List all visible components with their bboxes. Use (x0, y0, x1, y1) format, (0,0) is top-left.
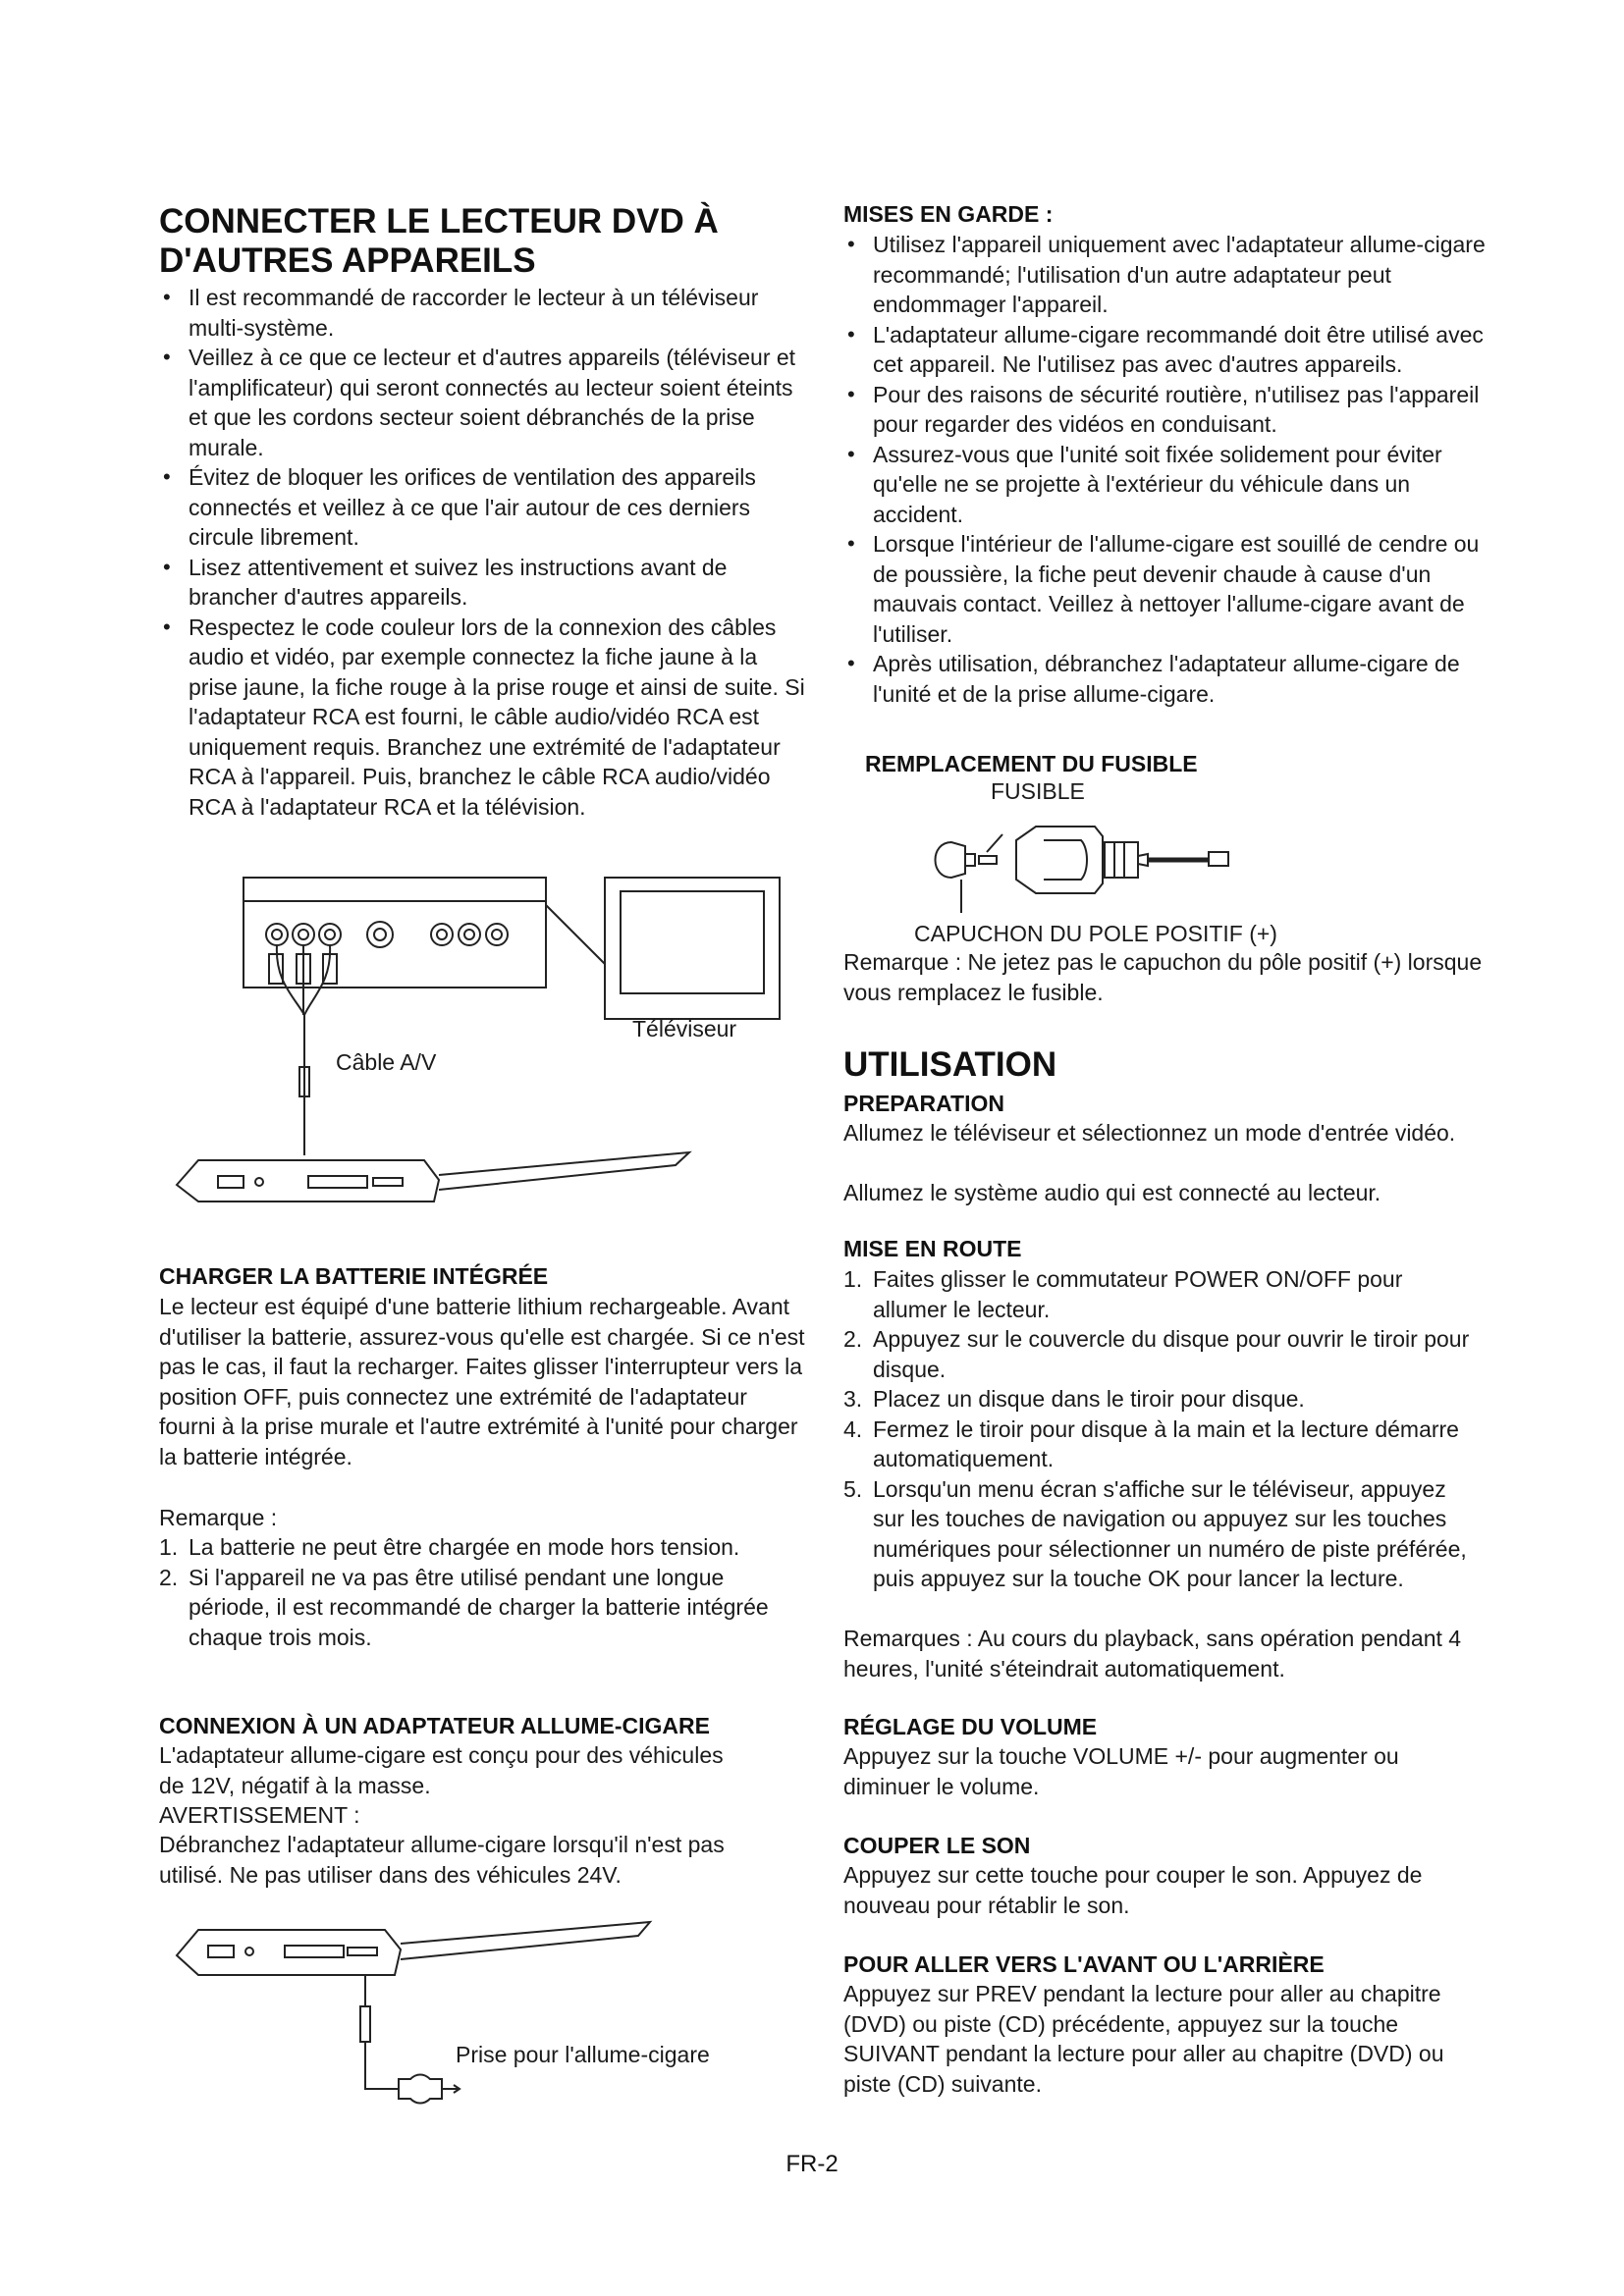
list-item: 2. Appuyez sur le couvercle du disque pour ouvrir le tiroir pour disque. (843, 1326, 1470, 1382)
preparation-text-1: Allumez le téléviseur et sélectionnez un mode d'entrée vidéo. (843, 1120, 1456, 1146)
av-cable-label: Câble A/V (336, 1049, 437, 1075)
car-adapter-text: L'adaptateur allume-cigare est conçu pour des véhicules de 12V, négatif à la masse. (159, 1742, 724, 1798)
list-item: 2. Si l'appareil ne va pas être utilisé pendant une longue période, il est recommandé de charger la batterie intégrée chaque trois mois. (159, 1564, 769, 1650)
list-item: 1. La batterie ne peut être chargée en mode hors tension. (159, 1534, 740, 1560)
list-item: • Il est recommandé de raccorder le lecteur à un téléviseur multi-système. (159, 283, 807, 343)
list-item: • Respectez le code couleur lors de la connexion des câbles audio et vidéo, par exemple connectez la fiche jaune à la prise jaune, la fiche rouge à la prise rouge et ainsi de suite. Si l'adaptateur RCA est fourni, le câble audio/vidéo RCA est uniquement requis. Branchez une extrémité de l'adaptateur RCA à l'appareil. Puis, branchez le câble RCA audio/vidéo RCA à l'adaptateur RCA et la télévision. (159, 613, 807, 823)
car-adapter-title: CONNEXION À UN ADAPTATEUR ALLUME-CIGARE (159, 1713, 710, 1738)
list-item: 1. Faites glisser le commutateur POWER ON/OFF pour allumer le lecteur. (843, 1266, 1403, 1322)
list-item: 3. Placez un disque dans le tiroir pour disque. (843, 1386, 1305, 1412)
mute-title: COUPER LE SON (843, 1833, 1031, 1858)
cap-shape (936, 842, 966, 878)
fuse-label: FUSIBLE (991, 778, 1085, 804)
list-item: • Évitez de bloquer les orifices de ventilation des appareils connectés et veillez à ce que l'air autour de ces derniers circule librement. (159, 462, 807, 553)
connect-title-line2: D'AUTRES APPAREILS (159, 241, 536, 280)
list-item: • Après utilisation, débranchez l'adaptateur allume-cigare de l'unité et de la prise allume-cigare. (843, 649, 1491, 709)
volume-title: RÉGLAGE DU VOLUME (843, 1714, 1098, 1739)
fuse-diagram (922, 805, 1236, 913)
list-item: 5. Lorsqu'un menu écran s'affiche sur le téléviseur, appuyez sur les touches de navigation ou appuyez sur les touches numériques pour sélectionner un numéro de piste préférée, puis appuyez sur la touche OK pour lancer la lecture. (843, 1475, 1467, 1591)
start-remarks: Remarques : Au cours du playback, sans opération pendant 4 heures, l'unité s'éteindrait automatiquement. (843, 1626, 1462, 1682)
battery-text: Le lecteur est équipé d'une batterie lithium rechargeable. Avant d'utiliser la batterie, assurez-vous qu'elle est chargée. Si ce n'est pas le cas, il faut la recharger. Faites glisser l'interrupteur vers la position OFF, puis connectez une extrémité de l'adaptateur fourni à la prise murale et l'autre extrémité à l'unité pour charger la batterie intégrée. (159, 1294, 805, 1469)
warnings-bullet-list (843, 230, 1491, 709)
battery-notes-list (159, 1532, 787, 1652)
battery-title: CHARGER LA BATTERIE INTÉGRÉE (159, 1263, 549, 1289)
battery-note-label: Remarque : (159, 1505, 278, 1530)
fuse-figure (922, 805, 1236, 913)
tv-connection-diagram (159, 866, 807, 1219)
list-item: • Utilisez l'appareil uniquement avec l'adaptateur allume-cigare recommandé; l'utilisation d'un autre adaptateur peut endommager l'appareil. (843, 230, 1491, 320)
volume-text: Appuyez sur la touche VOLUME +/- pour augmenter ou diminuer le volume. (843, 1743, 1399, 1799)
list-item: • Veillez à ce que ce lecteur et d'autres appareils (téléviseur et l'amplificateur) qui seront connectés au lecteur soient éteints et que les cordons secteur soient débranchés de la prise murale. (159, 343, 807, 462)
tv-shape (605, 878, 780, 1019)
preparation-title: PREPARATION (843, 1091, 1004, 1116)
preparation-text-2: Allumez le système audio qui est connecté au lecteur. (843, 1180, 1381, 1205)
warning-label: AVERTISSEMENT : (159, 1802, 360, 1828)
lighter-plug-shape (1016, 827, 1103, 893)
list-item: 4. Fermez le tiroir pour disque à la main et la lecture démarre automatiquement. (843, 1415, 1459, 1471)
tv-label: Téléviseur (632, 1016, 737, 1041)
warning-text: Débranchez l'adaptateur allume-cigare lorsqu'il n'est pas utilisé. Ne pas utiliser dans des véhicules 24V. (159, 1832, 725, 1888)
connect-title-line1: CONNECTER LE LECTEUR DVD À (159, 202, 719, 240)
skip-text: Appuyez sur PREV pendant la lecture pour aller au chapitre (DVD) ou piste (CD) précédente, appuyez sur la touche SUIVANT pendant la lecture pour aller au chapitre (DVD) ou piste (CD) suivante. (843, 1981, 1444, 2097)
tv-connection-figure (159, 866, 807, 1219)
warnings-title: MISES EN GARDE : (843, 201, 1054, 227)
usage-title: UTILISATION (843, 1045, 1057, 1084)
mute-text: Appuyez sur cette touche pour couper le son. Appuyez de nouveau pour rétablir le son. (843, 1862, 1423, 1918)
fuse-title: REMPLACEMENT DU FUSIBLE (865, 751, 1198, 776)
portable-player-shape (177, 1930, 401, 1975)
list-item: • Lorsque l'intérieur de l'allume-cigare est souillé de cendre ou de poussière, la fiche peut devenir chaude à cause d'un mauvais contact. Veillez à nettoyer l'allume-cigare avant de l'utiliser. (843, 529, 1491, 649)
fuse-note: Remarque : Ne jetez pas le capuchon du pôle positif (+) lorsque vous remplacez le fusible. (843, 949, 1483, 1005)
page-number: FR-2 (785, 2151, 839, 2177)
list-item: • L'adaptateur allume-cigare recommandé doit être utilisé avec cet appareil. Ne l'utilisez pas avec d'autres appareils. (843, 320, 1491, 380)
start-title: MISE EN ROUTE (843, 1236, 1022, 1261)
car-plug-shape (399, 2075, 442, 2104)
list-item: • Assurez-vous que l'unité soit fixée solidement pour éviter qu'elle ne se projette à l'extérieur du véhicule dans un accident. (843, 440, 1491, 530)
skip-title: POUR ALLER VERS L'AVANT OU L'ARRIÈRE (843, 1951, 1325, 1977)
list-item: • Pour des raisons de sécurité routière, n'utilisez pas l'appareil pour regarder des vidéos en conduisant. (843, 380, 1491, 440)
start-steps-list (843, 1264, 1472, 1594)
car-adapter-figure (159, 1906, 807, 2112)
connect-bullet-list (159, 283, 807, 822)
list-item: • Lisez attentivement et suivez les instructions avant de brancher d'autres appareils. (159, 553, 807, 613)
car-socket-label: Prise pour l'allume-cigare (456, 2042, 710, 2067)
cap-label: CAPUCHON DU POLE POSITIF (+) (914, 921, 1277, 946)
car-adapter-diagram (159, 1906, 807, 2112)
